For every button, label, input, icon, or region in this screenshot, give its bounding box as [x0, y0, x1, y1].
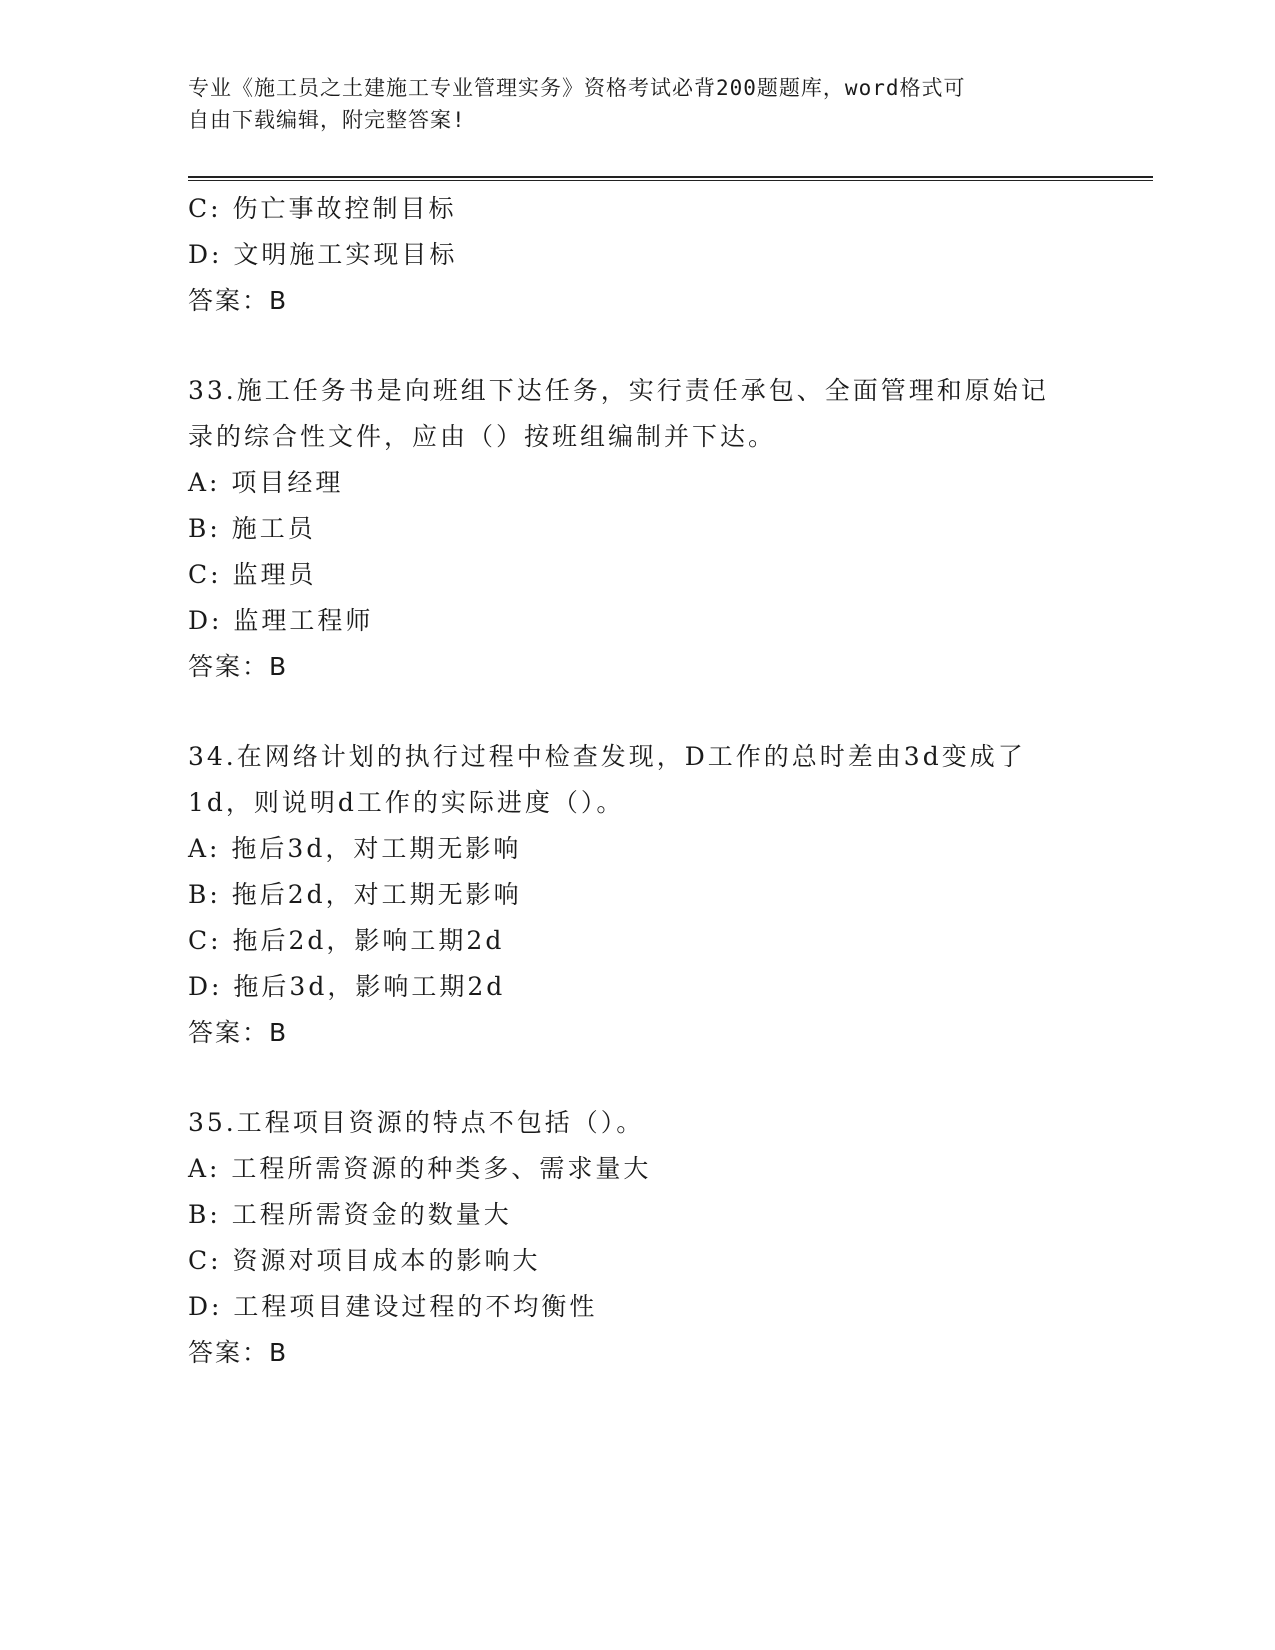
option-c: C: 资源对项目成本的影响大	[188, 1246, 541, 1275]
answer-label: 答案：B	[188, 286, 289, 315]
option-a: A: 项目经理	[188, 468, 344, 497]
question-stem-line-2: 录的综合性文件，应由（）按班组编制并下达。	[188, 422, 777, 451]
question-32-continuation	[188, 186, 1088, 324]
option-d: D: 文明施工实现目标	[188, 240, 458, 269]
option-d: D: 监理工程师	[188, 606, 374, 635]
answer-label: 答案：B	[188, 652, 289, 681]
option-a: A: 工程所需资源的种类多、需求量大	[188, 1154, 652, 1183]
document-header	[188, 72, 1088, 136]
option-c: C: 拖后2d，影响工期2d	[188, 926, 505, 955]
option-c: C: 伤亡事故控制目标	[188, 194, 457, 223]
question-list	[188, 186, 1088, 1376]
header-divider	[188, 176, 1153, 181]
question-stem-line-2: 1d，则说明d工作的实际进度（）。	[188, 788, 625, 817]
question-33	[188, 368, 1088, 690]
header-title-line-1: 专业《施工员之土建施工专业管理实务》资格考试必背200题题库，word格式可	[188, 76, 966, 100]
option-d: D: 拖后3d，影响工期2d	[188, 972, 506, 1001]
question-stem-line-1: 33.施工任务书是向班组下达任务，实行责任承包、全面管理和原始记	[188, 376, 1049, 405]
option-b: B: 工程所需资金的数量大	[188, 1200, 512, 1229]
option-b: B: 拖后2d，对工期无影响	[188, 880, 522, 909]
option-a: A: 拖后3d，对工期无影响	[188, 834, 522, 863]
option-b: B: 施工员	[188, 514, 316, 543]
question-stem-line-1: 34.在网络计划的执行过程中检查发现，D工作的总时差由3d变成了	[188, 742, 1026, 771]
option-d: D: 工程项目建设过程的不均衡性	[188, 1292, 598, 1321]
option-c: C: 监理员	[188, 560, 317, 589]
answer-label: 答案：B	[188, 1338, 289, 1367]
answer-label: 答案：B	[188, 1018, 289, 1047]
question-34	[188, 734, 1088, 1056]
question-stem-line-1: 35.工程项目资源的特点不包括（）。	[188, 1108, 645, 1137]
header-title-line-2: 自由下载编辑，附完整答案!	[188, 108, 466, 132]
question-35	[188, 1100, 1088, 1376]
